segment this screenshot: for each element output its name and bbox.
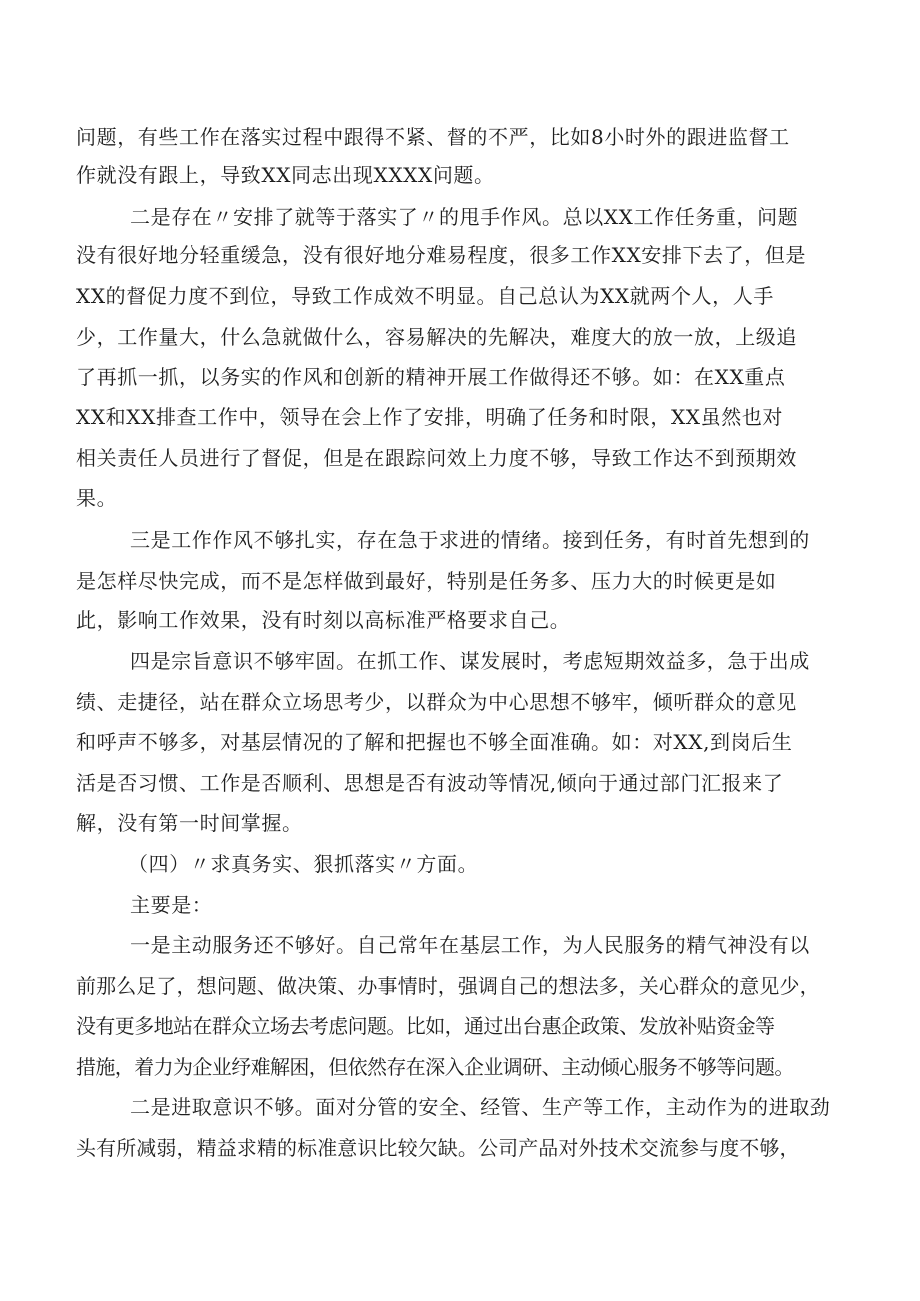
paragraph-start-line: 三是工作作风不够扎实，存在急于求进的情绪。接到任务，有时首先想到的 <box>130 528 810 552</box>
text-line: 措施，着力为企业纾难解困，但依然存在深入企业调研、主动倾心服务不够等问题。 <box>76 1055 794 1079</box>
text-line: 解，没有第一时间掌握。 <box>76 811 303 835</box>
paragraph-start-line: 二是存在〃安排了就等于落实了〃的甩手作风。总以XX工作任务重，问题 <box>130 205 799 229</box>
text-line: 此，影响工作效果，没有时刻以高标准严格要求自己。 <box>76 608 571 632</box>
text-line: 和呼声不够多，对基层情况的了解和把握也不够全面准确。如：对XX,到岗后生 <box>76 730 793 754</box>
paragraph-start-line: 二是进取意识不够。面对分管的安全、经管、生产等工作，主动作为的进取劲 <box>130 1095 831 1119</box>
section-heading: （四）〃求真务实、狠抓落实〃方面。 <box>128 852 479 876</box>
text-line: 了再抓一抓，以务实的作风和创新的精神开展工作做得还不够。如：在XX重点 <box>76 365 786 389</box>
text-line: 活是否习惯、工作是否顺利、思想是否有波动等情况,倾向于通过部门汇报来了 <box>76 771 784 795</box>
text-line: 绩、走捷径，站在群众立场思考少，以群众为中心思想不够牢，倾听群众的意见 <box>76 690 797 714</box>
text-line: 问题，有些工作在落实过程中跟得不紧、督的不严，比如8小时外的跟进监督工 <box>76 125 790 149</box>
text-line: 头有所减弱，精益求精的标准意识比较欠缺。公司产品对外技术交流参与度不够， <box>76 1136 800 1160</box>
text-line: 作就没有跟上，导致XX同志出现XXXX问题。 <box>76 163 495 187</box>
text-line: 相关责任人员进行了督促，但是在跟踪问效上力度不够，导致工作达不到预期效 <box>76 446 797 470</box>
text-line: XX的督促力度不到位，导致工作成效不明显。自己总认为XX就两个人，人手 <box>76 284 774 308</box>
text-line: 少，工作量大，什么急就做什么，容易解决的先解决，难度大的放一放，上级追 <box>76 325 797 349</box>
text-line: 没有更多地站在群众立场去考虑问题。比如，通过出台惠企政策、发放补贴资金等 <box>76 1014 775 1038</box>
paragraph-start-line: 主要是： <box>130 893 213 917</box>
paragraph-start-line: 一是主动服务还不够好。自己常年在基层工作，为人民服务的精气神没有以 <box>130 933 810 957</box>
paragraph-start-line: 四是宗旨意识不够牢固。在抓工作、谋发展时，考虑短期效益多，急于出成 <box>130 649 810 673</box>
text-line: 果。 <box>76 486 118 510</box>
text-line: 没有很好地分轻重缓急，没有很好地分难易程度，很多工作XX安排下去了，但是 <box>76 243 807 267</box>
text-line: XX和XX排查工作中，领导在会上作了安排，明确了任务和时限，XX虽然也对 <box>76 405 784 429</box>
text-line: 前那么足了，想问题、做决策、办事情时，强调自己的想法多，关心群众的意见少， <box>76 974 820 998</box>
text-line: 是怎样尽快完成，而不是怎样做到最好，特别是任务多、压力大的时候更是如 <box>76 569 777 593</box>
